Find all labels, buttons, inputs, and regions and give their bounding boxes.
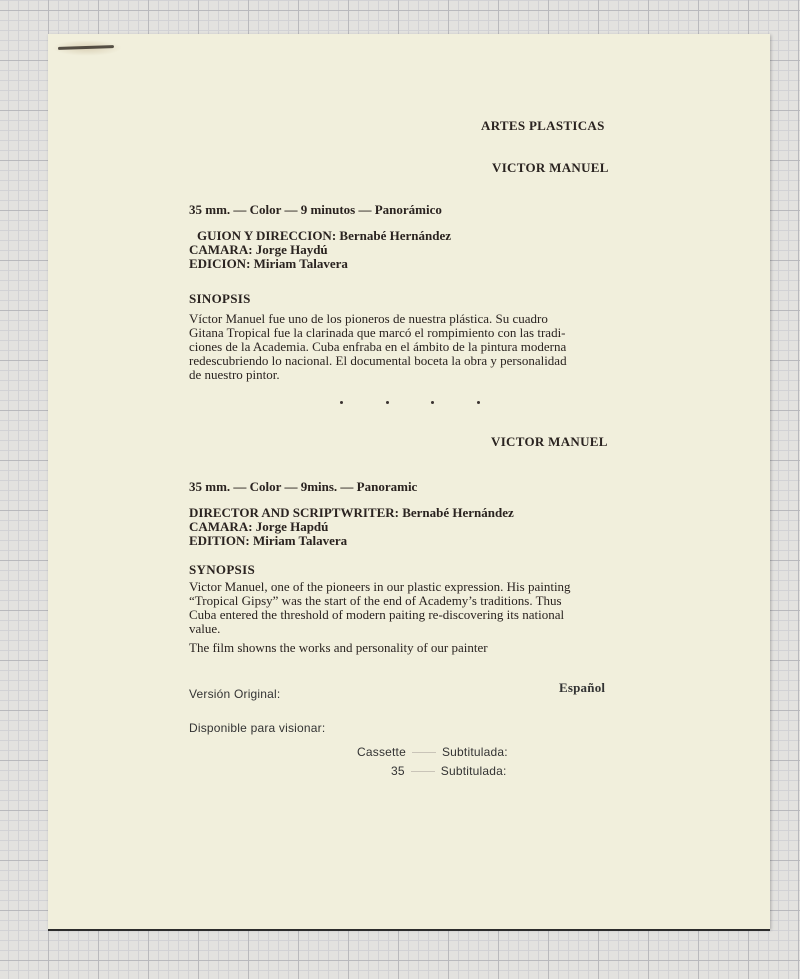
version-value: Español (559, 680, 606, 695)
credit-role: EDITION: (189, 533, 250, 548)
en-synopsis-line: Cuba entered the threshold of modern paiting re-discovering its national (189, 607, 565, 622)
credit-name: Miriam Talavera (252, 533, 348, 548)
es-film-title: VICTOR MANUEL (492, 160, 609, 175)
es-synopsis-line: de nuestro pintor. (189, 367, 280, 382)
credit-role: CAMARA: (189, 242, 253, 257)
es-synopsis-heading: SINOPSIS (189, 291, 251, 306)
credit-name: Bernabé Hernández (402, 505, 514, 520)
en-specs: 35 mm. — Color — 9mins. — Panoramic (189, 479, 418, 494)
credit-name: Bernabé Hernández (339, 228, 451, 243)
credit-role: EDICION: (189, 256, 251, 271)
subtitulada-label: Subtitulada: (441, 745, 508, 759)
available-label: Disponible para visionar: (189, 721, 326, 735)
format-35-blank (411, 771, 435, 772)
credit-name: Jorge Hapdú (255, 519, 329, 534)
credit-role: CAMARA: (189, 519, 253, 534)
separator-dot (386, 401, 389, 404)
en-synopsis-line: value. (189, 621, 221, 636)
format-35-row (391, 764, 507, 778)
es-synopsis-line: Gitana Tropical fue la clarinada que marcó el rompimiento con las tradi- (189, 325, 566, 340)
version-label: Versión Original: (189, 687, 281, 701)
separator-dot (340, 401, 343, 404)
separator-dots (340, 401, 480, 404)
section-title: ARTES PLASTICAS (481, 118, 605, 133)
credit-role: DIRECTOR AND SCRIPTWRITER: (189, 505, 399, 520)
separator-dot (477, 401, 480, 404)
en-film-title: VICTOR MANUEL (491, 434, 608, 449)
es-synopsis-line: Víctor Manuel fue uno de los pioneros de nuestra plástica. Su cuadro (189, 311, 548, 326)
en-synopsis-line: Victor Manuel, one of the pioneers in our plastic expression. His painting (189, 579, 571, 594)
format-35-label: 35 (391, 764, 405, 778)
credit-name: Jorge Haydú (255, 242, 328, 257)
es-synopsis-line: redescubriendo lo nacional. El documental boceta la obra y personalidad (189, 353, 567, 368)
en-extra-line: The film showns the works and personality of our painter (189, 640, 488, 655)
es-specs: 35 mm. — Color — 9 minutos — Panorámico (189, 202, 442, 217)
subtitulada-label: Subtitulada: (440, 764, 507, 778)
cassette-label: Cassette (357, 745, 406, 759)
credit-role: GUION Y DIRECCION: (197, 228, 337, 243)
cassette-blank (412, 752, 436, 753)
en-credit-editor (189, 534, 347, 549)
credit-name: Miriam Talavera (253, 256, 348, 271)
en-synopsis-heading: SYNOPSIS (189, 562, 255, 577)
es-credit-editor (189, 257, 348, 272)
cassette-row (357, 745, 508, 759)
es-synopsis-line: ciones de la Academia. Cuba enfraba en el ámbito de la pintura moderna (189, 339, 567, 354)
en-synopsis-line: “Tropical Gipsy” was the start of the end of Academy’s traditions. Thus (189, 593, 562, 608)
separator-dot (431, 401, 434, 404)
